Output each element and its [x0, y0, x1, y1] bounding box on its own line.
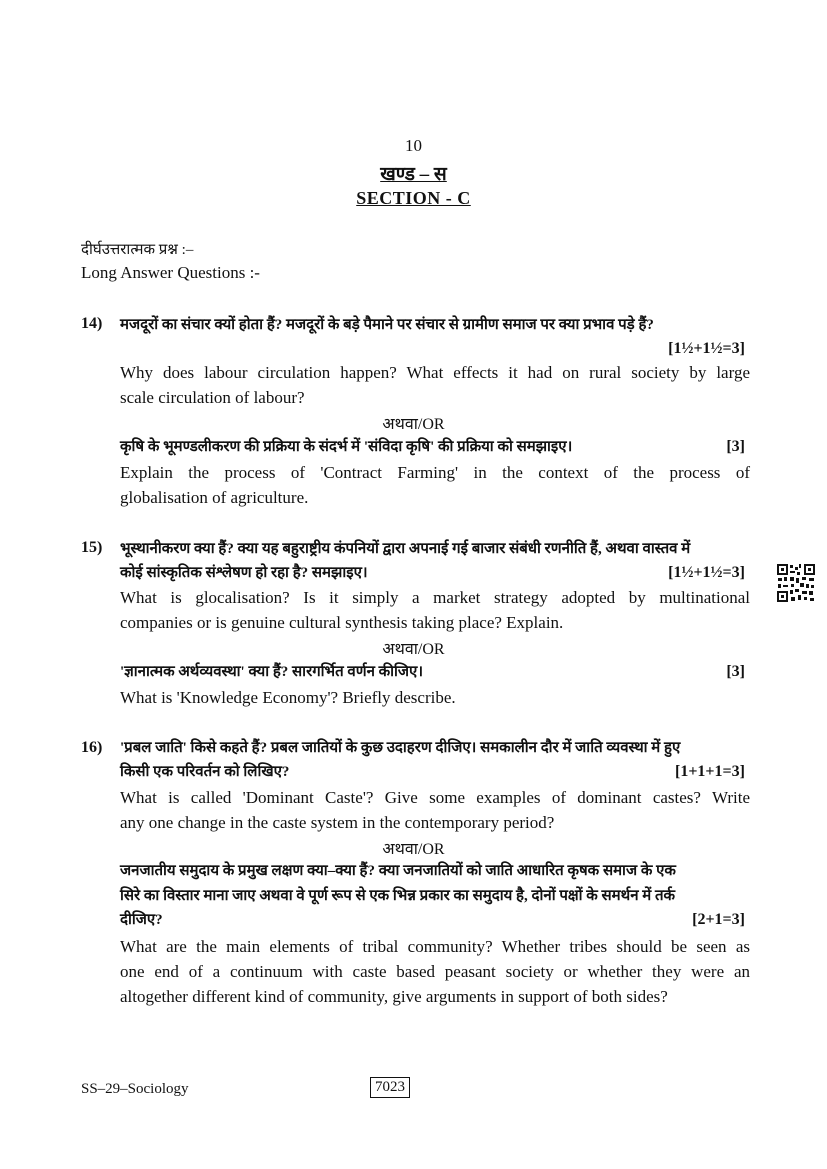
- question-15-english-line-2: companies or is genuine cultural synthesis taking place? Explain.: [120, 613, 564, 632]
- question-14-english-line-2: scale circulation of labour?: [120, 388, 305, 407]
- question-15-alt-marks: [3]: [726, 663, 745, 680]
- question-16-hindi-line-1: 'प्रबल जाति' किसे कहते हैं? प्रबल जातियों के कुछ उदाहरण दीजिए। समकालीन दौर में जाति व्यवस्था में हुए: [120, 740, 681, 756]
- question-16-alt-english-line-3: altogether different kind of community, give arguments in support of both sides?: [120, 987, 668, 1006]
- long-answer-heading-hindi: दीर्घउत्तरात्मक प्रश्न :–: [81, 242, 194, 258]
- question-16-english-line-2: any one change in the caste system in the contemporary period?: [120, 813, 555, 832]
- question-16-hindi-line-2: किसी एक परिवर्तन को लिखिए?: [120, 764, 290, 780]
- qr-code: [776, 563, 816, 603]
- question-16-alt-hindi-line-1: जनजातीय समुदाय के प्रमुख लक्षण क्या–क्या हैं? क्या जनजातियों को जाति आधारित कृषक समाज के एक: [120, 863, 676, 879]
- question-16-alt-hindi-line-3: दीजिए?: [120, 912, 163, 928]
- question-15-hindi-line-1: भूस्थानीकरण क्या हैं? क्या यह बहुराष्ट्रीय कंपनियों द्वारा अपनाई गई बाजार संबंधी रणनीति हैं, अथवा वास्तव में: [120, 541, 691, 557]
- page-number: 10: [405, 136, 422, 155]
- question-14-hindi: मजदूरों का संचार क्यों होता हैं? मजदूरों के बड़े पैमाने पर संचार से ग्रामीण समाज पर क्या प्रभाव पड़े हैं?: [120, 317, 654, 333]
- question-15-english-line-1: What is glocalisation? Is it simply a market strategy adopted by multinational: [120, 588, 750, 607]
- question-16-english-line-1: What is called 'Dominant Caste'? Give some examples of dominant castes? Write: [120, 788, 750, 807]
- question-15-number: 15): [81, 539, 103, 556]
- question-14-alt-english-line-1: Explain the process of 'Contract Farming' in the context of the process of: [120, 463, 750, 482]
- question-16-or-divider: अथवा/OR: [382, 841, 445, 858]
- question-14-english-line-1: Why does labour circulation happen? What effects it had on rural society by large: [120, 363, 750, 382]
- question-14-alt-marks: [3]: [726, 438, 745, 455]
- question-16-alt-marks: [2+1=3]: [692, 911, 745, 928]
- question-14-or-divider: अथवा/OR: [382, 416, 445, 433]
- section-title-hindi: खण्ड – स: [380, 164, 447, 185]
- question-14-alt-hindi: कृषि के भूमण्डलीकरण की प्रक्रिया के संदर्भ में 'संविदा कृषि' की प्रक्रिया को समझाइए।: [120, 439, 573, 455]
- question-14-number: 14): [81, 315, 103, 332]
- question-15-hindi-line-2: कोई सांस्कृतिक संश्लेषण हो रहा है? समझाइए।: [120, 565, 368, 581]
- question-14-alt-english-line-2: globalisation of agriculture.: [120, 488, 309, 507]
- question-15-alt-hindi: 'ज्ञानात्मक अर्थव्यवस्था' क्या हैं? सारगर्भित वर्णन कीजिए।: [120, 664, 424, 680]
- question-16-alt-hindi-line-2: सिरे का विस्तार माना जाए अथवा वे पूर्ण रूप से एक भिन्न प्रकार का समुदाय है, दोनों पक्षों के समर्थन में तर्क: [120, 888, 676, 904]
- question-15-or-divider: अथवा/OR: [382, 641, 445, 658]
- paper-code-box: 7023: [370, 1077, 410, 1098]
- question-16-alt-english-line-1: What are the main elements of tribal community? Whether tribes should be seen as: [120, 937, 750, 956]
- question-15-marks: [1½+1½=3]: [668, 564, 745, 581]
- question-15-alt-english: What is 'Knowledge Economy'? Briefly describe.: [120, 688, 456, 707]
- subject-code: SS–29–Sociology: [81, 1081, 189, 1097]
- question-16-alt-english-line-2: one end of a continuum with caste based peasant society or whether they were an: [120, 962, 750, 981]
- section-title-english: SECTION - C: [356, 188, 471, 208]
- question-16-marks: [1+1+1=3]: [674, 763, 745, 780]
- question-14-marks: [1½+1½=3]: [668, 340, 745, 357]
- long-answer-heading-english: Long Answer Questions :-: [81, 263, 260, 282]
- question-16-number: 16): [81, 739, 103, 756]
